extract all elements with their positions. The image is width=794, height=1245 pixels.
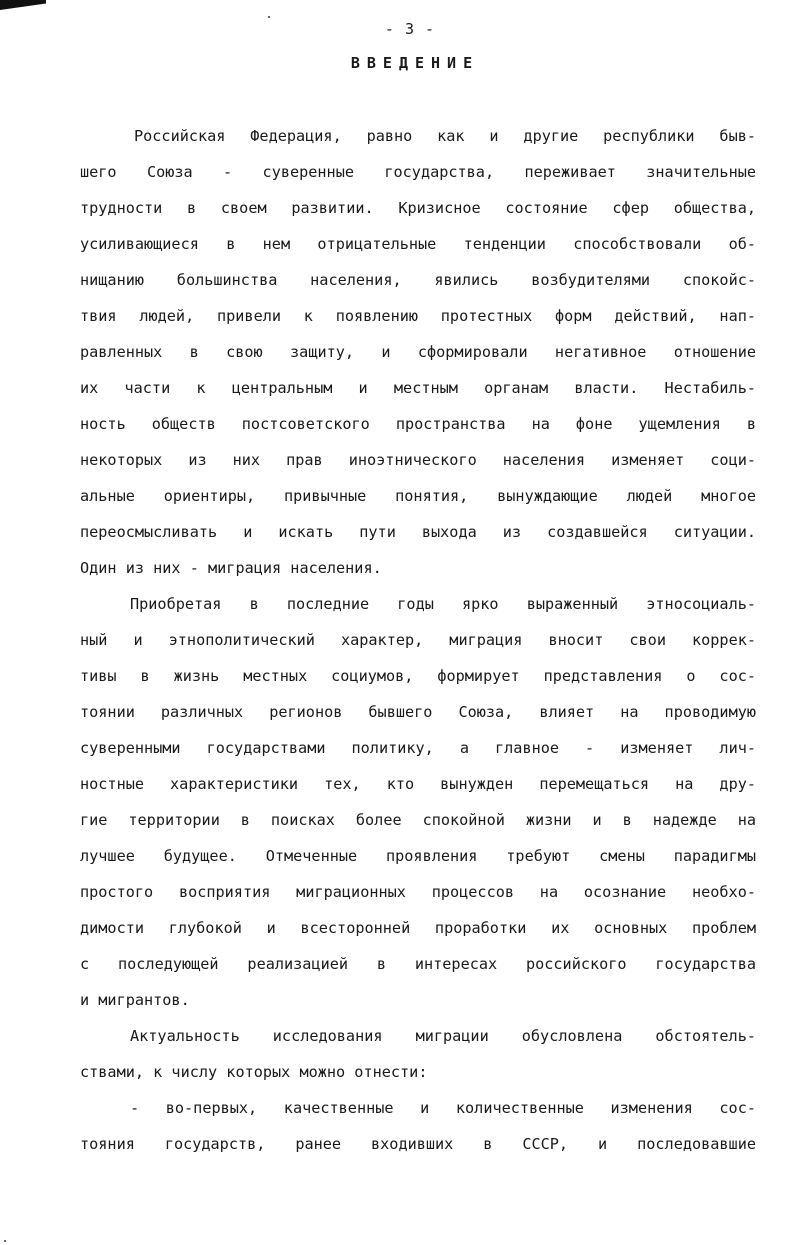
text-line: лучшее будущее. Отмеченные проявления требуют смены парадигмы [80,847,756,865]
text-line: и мигрантов. [80,991,190,1009]
text-line: ствами, к числу которых можно отнести: [80,1063,428,1081]
text-line: ностные характеристики тех, кто вынужден перемещаться на дру- [80,775,756,793]
text-line: их части к центральным и местным органам власти. Нестабиль- [80,379,756,397]
text-line: усиливающиеся в нем отрицательные тенденции способствовали об- [80,235,756,253]
scan-speck [4,1240,6,1242]
text-line: Российская Федерация, равно как и другие республики быв- [134,127,756,145]
text-line: - во-первых, качественные и количественные изменения сос- [130,1099,756,1117]
text-line: некоторых из них прав иноэтнического населения изменяет соци- [80,451,756,469]
text-line: гие территории в поисках более спокойной жизни и в надежде на [80,811,756,829]
scan-speck [268,16,270,18]
text-line: простого восприятия миграционных процессов на осознание необхо- [80,883,756,901]
text-line: альные ориентиры, привычные понятия, вынуждающие людей многое [80,487,756,505]
text-line: димости глубокой и всесторонней проработки их основных проблем [80,919,756,937]
text-line: тоянии различных регионов бывшего Союза, влияет на проводимую [80,703,756,721]
text-line: твия людей, привели к появлению протестных форм действий, нап- [80,307,756,325]
text-line: шего Союза - суверенные государства, переживает значительные [80,163,756,181]
text-line: трудности в своем развитии. Кризисное состояние сфер общества, [80,199,756,217]
text-line: Приобретая в последние годы ярко выраженный этносоциаль- [130,595,756,613]
text-line: тояния государств, ранее входивших в СССР, и последовавшие [80,1135,756,1153]
text-line: Актуальность исследования миграции обусловлена обстоятель- [130,1027,756,1045]
text-line: переосмысливать и искать пути выхода из создавшейся ситуации. [80,523,756,541]
text-line: ный и этнополитический характер, миграция вносит свои коррек- [80,631,756,649]
text-line: с последующей реализацией в интересах российского государства [80,955,756,973]
text-line: Один из них - миграция населения. [80,559,382,577]
text-line: нищанию большинства населения, явились возбудителями спокойс- [80,271,756,289]
page-number: - 3 - [384,20,436,38]
section-heading: ВВЕДЕНИЕ [350,54,480,72]
text-line: равленных в свою защиту, и сформировали негативное отношение [80,343,756,361]
scan-mark [0,0,46,10]
text-line: суверенными государствами политику, а главное - изменяет лич- [80,739,756,757]
text-line: ность обществ постсоветского пространства на фоне ущемления в [80,415,756,433]
text-line: тивы в жизнь местных социумов, формирует представления о сос- [80,667,756,685]
